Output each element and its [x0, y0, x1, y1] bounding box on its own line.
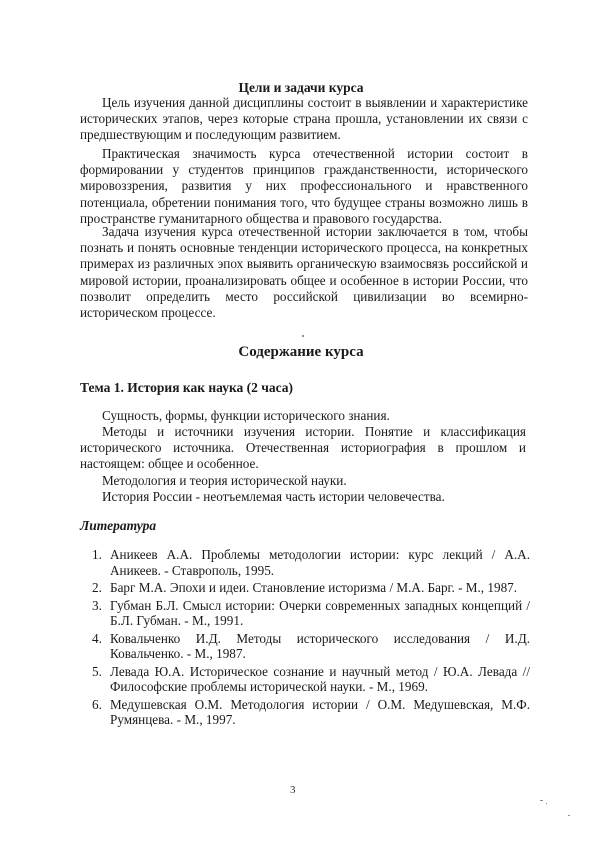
list-item-number: 4.	[92, 630, 102, 646]
topic-heading: Тема 1. История как наука (2 часа)	[80, 380, 294, 395]
topic-item: Сущность, формы, функции исторического знания.	[102, 408, 390, 423]
page-number: 3	[290, 784, 296, 796]
list-item-text: Барг М.А. Эпохи и идеи. Становление историзма / М.А. Барг. - М., 1987.	[110, 580, 518, 595]
scan-speck	[302, 335, 304, 337]
list-item-text: Медушевская О.М. Методология истории / О.М. Медушевская, М.Ф. Румянцева. - М., 1997.	[110, 696, 530, 727]
list-item-text: Левада Ю.А. Историческое сознание и научный метод / Ю.А. Левада // Философские проблемы исторической науки. - М., 1969.	[110, 663, 530, 694]
paragraph-task: Задача изучения курса отечественной истории заключается в том, чтобы познать и понять основные тенденции исторического процесса, на конкретных примерах из различных эпох выявить органическую взаимосвязь российской и мировой истории, проанализировать общее и особенное в истории России, что позволит определить место российской цивилизации во всемирно-историческом процессе.	[80, 224, 528, 321]
list-item-number: 3.	[92, 597, 102, 613]
literature-list	[80, 547, 530, 730]
paragraph-purpose: Цель изучения данной дисциплины состоит в выявлении и характеристике исторических этапов, через которые страна прошла, установлении их связи с предшествующим и последующим развитием.	[80, 95, 528, 143]
list-item-number: 2.	[92, 580, 102, 595]
topic-item: Методы и источники изучения истории. Понятие и классификация исторического источника. Отечественная историография в прошлом и настоящем: общее и особенное.	[80, 424, 526, 471]
topic-item: Методология и теория исторической науки.	[102, 473, 347, 488]
section-heading-content: Содержание курса	[238, 344, 364, 360]
list-item	[80, 598, 530, 629]
list-item-number: 6.	[92, 696, 102, 712]
list-item	[80, 631, 530, 662]
list-item-text: Аникеев А.А. Проблемы методологии истории: курс лекций / А.А. Аникеев. - Ставрополь, 1995.	[110, 547, 530, 578]
list-item-text: Губман Б.Л. Смысл истории: Очерки современных западных концепций / Б.Л. Губман. - М., 1991.	[110, 597, 530, 628]
scan-speck	[568, 815, 570, 816]
list-item-number: 1.	[92, 547, 102, 562]
topic-item: История России - неотъемлемая часть истории человечества.	[102, 489, 445, 504]
list-item	[80, 547, 530, 578]
list-item	[80, 580, 530, 596]
scan-speck	[546, 803, 547, 804]
list-item-number: 5.	[92, 663, 102, 679]
scan-speck	[540, 800, 543, 801]
literature-heading: Литература	[80, 518, 157, 533]
section-heading-goals: Цели и задачи курса	[238, 80, 364, 95]
list-item-text: Ковальченко И.Д. Методы исторического исследования / И.Д. Ковальченко. - М., 1987.	[110, 630, 530, 661]
paragraph-significance: Практическая значимость курса отечественной истории состоит в формировании у студентов принципов гражданственности, исторического мировоззрения, развития у них профессионального и нравственного потенциала, обретении понимания того, что будущее страны возможно лишь в пространстве гуманитарного общества и правового государства.	[80, 146, 528, 226]
list-item	[80, 664, 530, 695]
list-item	[80, 697, 530, 728]
